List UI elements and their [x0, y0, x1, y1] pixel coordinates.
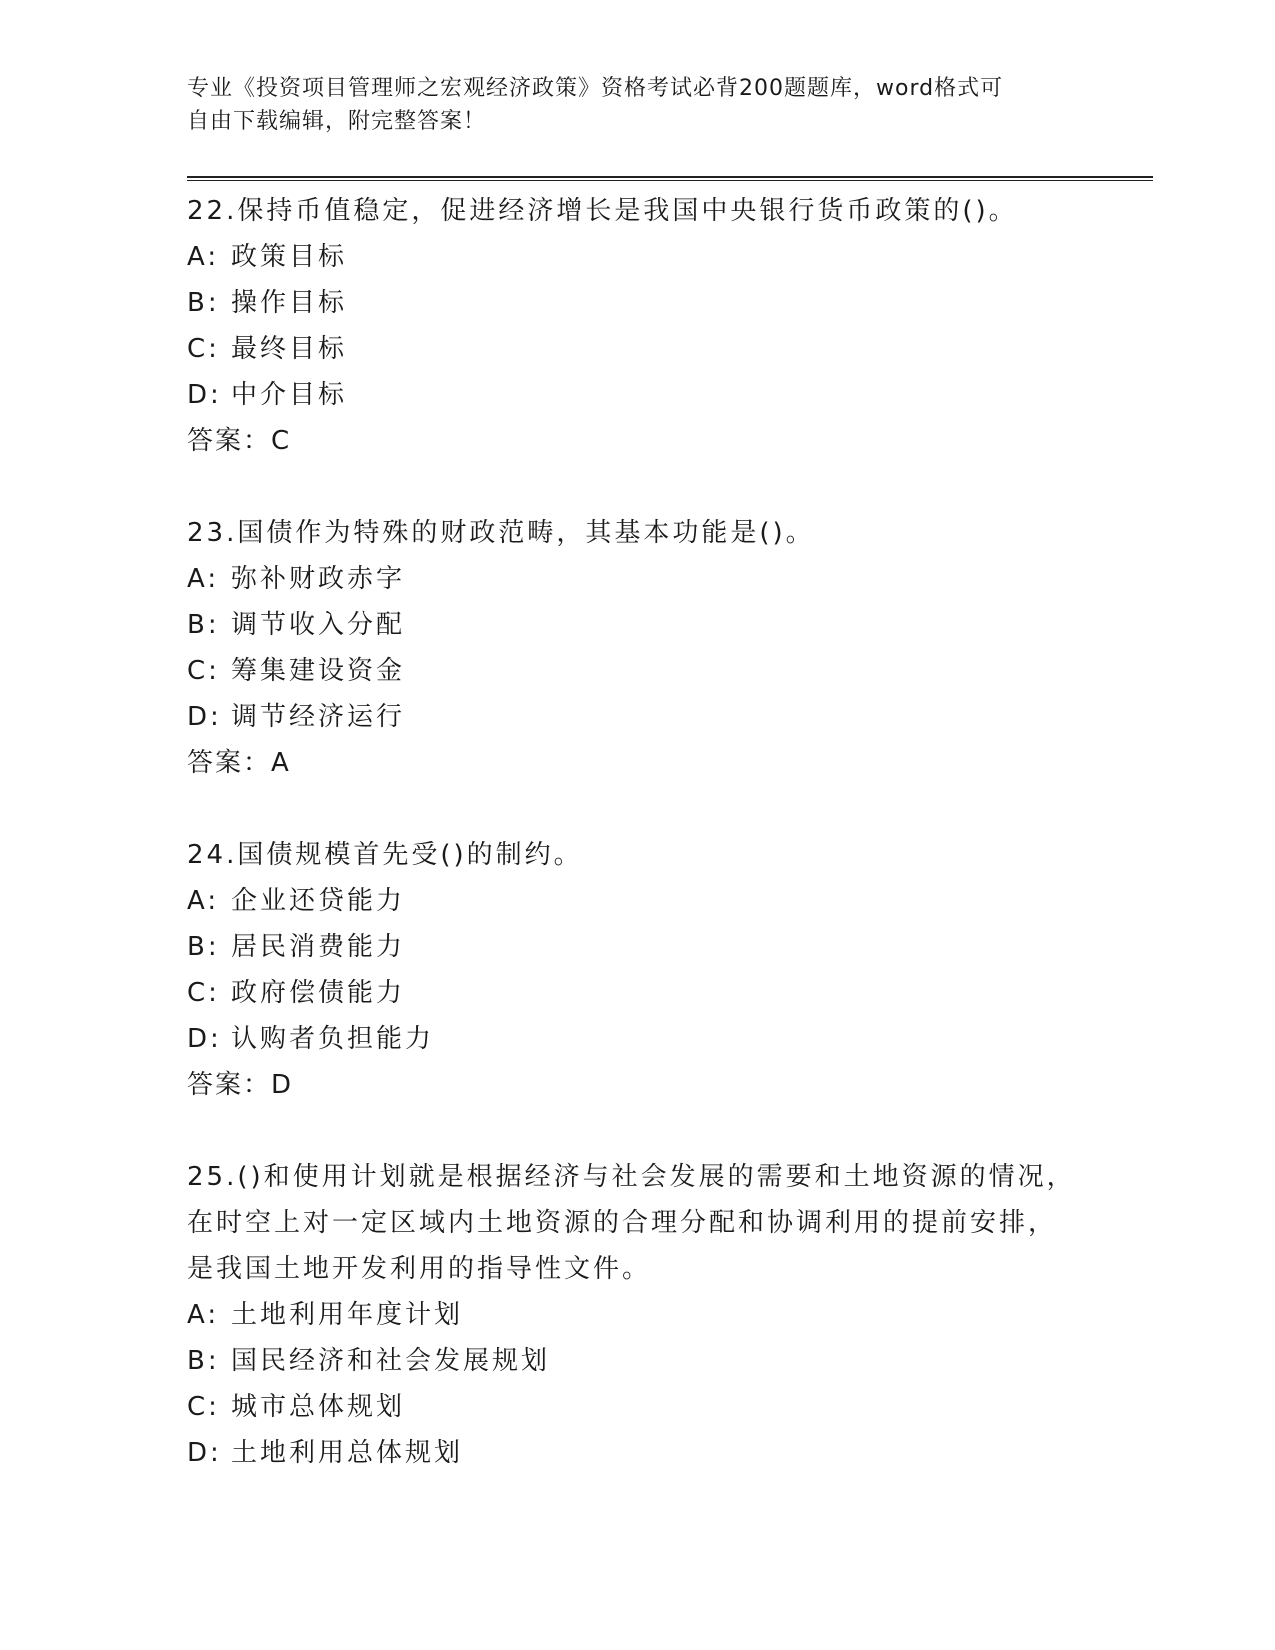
option-b	[187, 924, 1087, 970]
option-letter: A:	[187, 886, 220, 916]
option-letter: A:	[187, 1300, 220, 1330]
question-text: 22.保持币值稳定，促进经济增长是我国中央银行货币政策的()。	[187, 196, 1018, 226]
option-text: 土地利用总体规划	[231, 1438, 464, 1468]
option-d	[187, 694, 1087, 740]
question-list	[187, 188, 1087, 1522]
option-b	[187, 602, 1087, 648]
option-text: 调节收入分配	[231, 610, 406, 640]
option-b	[187, 280, 1087, 326]
answer-label: 答案：	[187, 1070, 272, 1100]
option-letter: D:	[187, 702, 222, 732]
option-c	[187, 1384, 1087, 1430]
option-c	[187, 326, 1087, 372]
header-divider	[187, 176, 1153, 181]
option-text: 认购者负担能力	[231, 1024, 435, 1054]
header-line-2: 自由下载编辑，附完整答案！	[187, 109, 487, 134]
question-text: 24.国债规模首先受()的制约。	[187, 840, 583, 870]
option-letter: C:	[187, 656, 220, 686]
option-text: 城市总体规划	[231, 1392, 406, 1422]
answer-line	[187, 740, 1087, 786]
option-text: 政府偿债能力	[231, 978, 406, 1008]
option-text: 调节经济运行	[231, 702, 406, 732]
option-a	[187, 878, 1087, 924]
option-letter: B:	[187, 1346, 220, 1376]
option-letter: C:	[187, 1392, 220, 1422]
option-text: 居民消费能力	[231, 932, 406, 962]
question-text-line-3: 是我国土地开发利用的指导性文件。	[187, 1254, 652, 1284]
question-text-line-1: 25.()和使用计划就是根据经济与社会发展的需要和土地资源的情况，	[187, 1162, 1076, 1192]
option-letter: C:	[187, 978, 220, 1008]
header-line-1: 专业《投资项目管理师之宏观经济政策》资格考试必背200题题库，word格式可	[187, 76, 1004, 101]
option-letter: A:	[187, 564, 220, 594]
option-c	[187, 648, 1087, 694]
option-letter: B:	[187, 610, 220, 640]
option-text: 国民经济和社会发展规划	[231, 1346, 551, 1376]
document-header	[187, 72, 1087, 138]
option-letter: D:	[187, 1438, 222, 1468]
question-25	[187, 1154, 1087, 1476]
option-a	[187, 1292, 1087, 1338]
answer-label: 答案：	[187, 426, 272, 456]
question-22	[187, 188, 1087, 464]
option-letter: B:	[187, 288, 220, 318]
answer-value: A	[271, 748, 291, 778]
option-text: 筹集建设资金	[231, 656, 406, 686]
option-text: 最终目标	[231, 334, 348, 364]
option-text: 弥补财政赤字	[231, 564, 406, 594]
option-d	[187, 1430, 1087, 1476]
option-letter: A:	[187, 242, 220, 272]
answer-value: D	[271, 1070, 294, 1100]
option-d	[187, 372, 1087, 418]
option-a	[187, 556, 1087, 602]
answer-line	[187, 1062, 1087, 1108]
option-text: 企业还贷能力	[231, 886, 406, 916]
answer-line	[187, 418, 1087, 464]
option-text: 政策目标	[231, 242, 348, 272]
option-letter: C:	[187, 334, 220, 364]
option-letter: D:	[187, 380, 222, 410]
question-23	[187, 510, 1087, 786]
option-text: 土地利用年度计划	[231, 1300, 464, 1330]
option-text: 中介目标	[231, 380, 348, 410]
answer-value: C	[271, 426, 292, 456]
question-24	[187, 832, 1087, 1108]
question-text-line-2: 在时空上对一定区域内土地资源的合理分配和协调利用的提前安排，	[187, 1208, 1058, 1238]
option-text: 操作目标	[231, 288, 348, 318]
option-d	[187, 1016, 1087, 1062]
answer-label: 答案：	[187, 748, 272, 778]
option-b	[187, 1338, 1087, 1384]
option-letter: D:	[187, 1024, 222, 1054]
question-text: 23.国债作为特殊的财政范畴，其基本功能是()。	[187, 518, 815, 548]
option-a	[187, 234, 1087, 280]
option-letter: B:	[187, 932, 220, 962]
option-c	[187, 970, 1087, 1016]
